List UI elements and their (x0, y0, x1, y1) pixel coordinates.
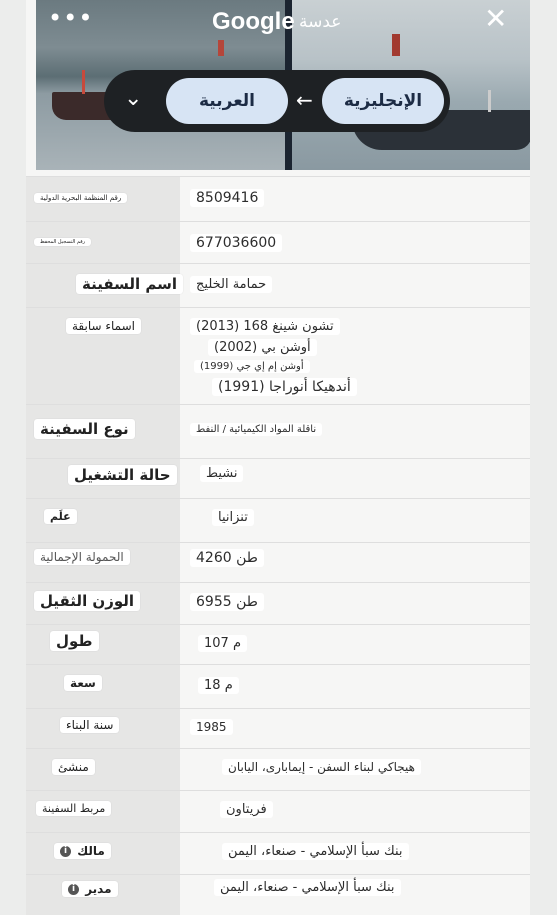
row-label: الوزن الثقيل (34, 591, 140, 611)
row-label (54, 843, 111, 859)
table-row (26, 582, 530, 625)
info-icon[interactable]: i (60, 846, 71, 857)
row-value: بنك سبأ الإسلامي - صنعاء، اليمن (222, 843, 409, 860)
table-row (26, 542, 530, 583)
row-value: فريتاون (220, 801, 273, 818)
top-bar (36, 0, 530, 44)
label-cell (26, 665, 180, 709)
row-value: 1985 (190, 719, 233, 735)
table-row (26, 748, 530, 791)
row-value: حمامة الخليج (190, 276, 272, 293)
row-label: سعة (64, 675, 102, 691)
ship-mast (82, 70, 85, 94)
row-value: تشون شينغ 168 (2013) (190, 318, 340, 335)
row-label: علَم (44, 509, 77, 524)
info-icon[interactable]: i (68, 884, 79, 895)
row-value: أندهيكا أنوراجا (1991) (212, 378, 357, 396)
ship-mast-right (488, 90, 491, 112)
row-label-text: مدير (85, 882, 112, 896)
row-value: تنزانيا (212, 509, 254, 526)
table-row (26, 874, 530, 915)
row-value: 18 م (198, 677, 239, 694)
row-label: مربط السفينة (36, 801, 111, 816)
row-label (62, 881, 118, 897)
row-value: ناقلة المواد الكيميائية / النفط (190, 423, 322, 436)
more-options-icon[interactable]: ••• (48, 4, 94, 32)
table-row (26, 221, 530, 264)
row-value: نشيط (200, 465, 243, 482)
table-row (26, 307, 530, 405)
row-label: اسم السفينة (76, 274, 183, 294)
table-row (26, 404, 530, 459)
target-language-button[interactable]: العربية (166, 78, 288, 124)
row-value: 4260 طن (190, 549, 264, 567)
chevron-down-icon[interactable]: ⌄ (124, 86, 143, 111)
table-row (26, 832, 530, 875)
close-icon[interactable]: ✕ (484, 2, 508, 35)
arrow-left-icon[interactable]: ← (296, 88, 313, 112)
row-label: منشئ (52, 759, 95, 775)
row-label: رقم التسجيل المحفظ (34, 238, 91, 246)
row-label: حالة التشغيل (68, 465, 177, 485)
row-label: رقم المنظمة البحرية الدولية (34, 193, 127, 203)
row-label: الحمولة الإجمالية (34, 549, 130, 565)
row-value: 6955 طن (190, 593, 264, 611)
row-label-text: مالك (77, 844, 105, 858)
brand-logo: Google (212, 8, 295, 35)
translate-language-bar (104, 70, 450, 132)
table-row (26, 624, 530, 665)
row-label: نوع السفينة (34, 419, 135, 439)
table-row (26, 790, 530, 833)
product-name: عدسة (299, 12, 342, 32)
row-label: اسماء سابقة (66, 318, 141, 334)
row-value: 107 م (198, 635, 247, 652)
row-label: سنة البناء (60, 717, 119, 733)
table-row (26, 263, 530, 308)
row-value: بنك سبأ الإسلامي - صنعاء، اليمن (214, 879, 401, 896)
table-row (26, 664, 530, 709)
label-cell (26, 749, 180, 791)
row-value: 8509416 (190, 189, 264, 207)
row-value: أوشن بي (2002) (208, 339, 317, 356)
row-label: طول (50, 631, 99, 651)
row-value: 677036600 (190, 234, 282, 252)
table-row (26, 176, 530, 222)
row-value: هيجاكي لبناء السفن - إيمابارى، اليابان (222, 759, 421, 775)
row-value: أوشن إم إي جي (1999) (194, 360, 310, 373)
source-language-button[interactable]: الإنجليزية (322, 78, 444, 124)
table-row (26, 498, 530, 543)
table-row (26, 458, 530, 499)
table-row (26, 708, 530, 749)
